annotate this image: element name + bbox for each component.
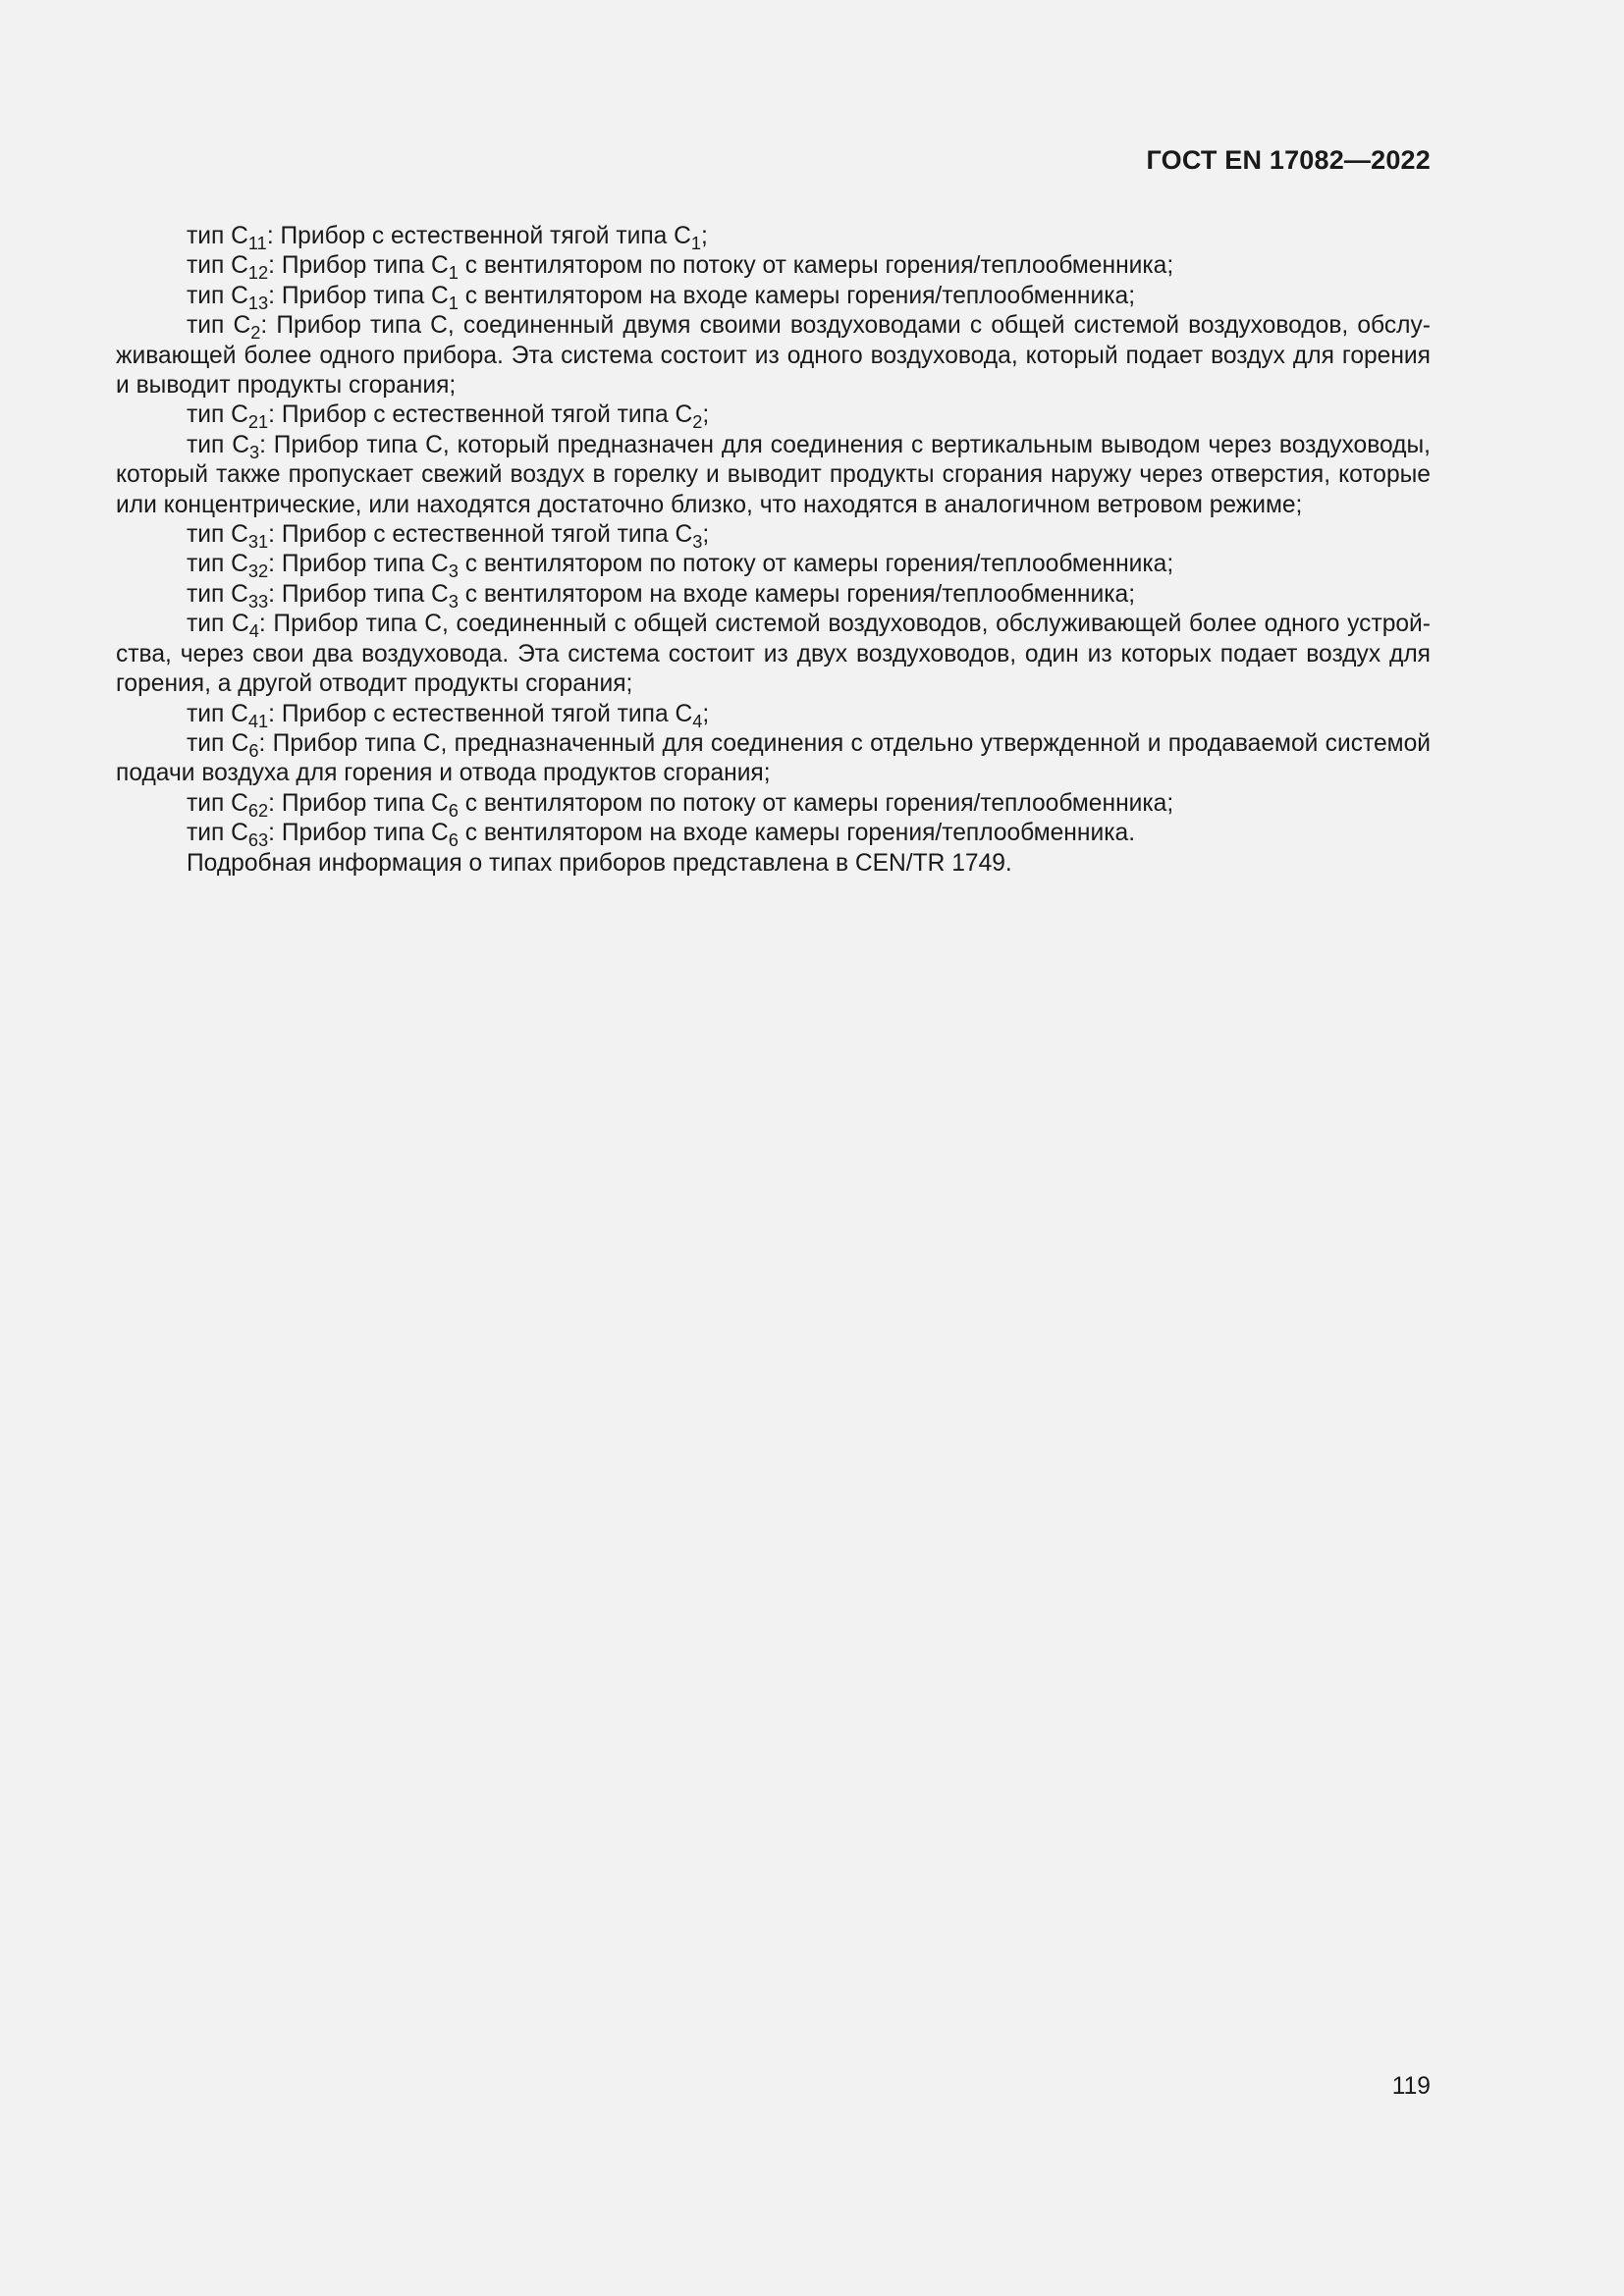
text-run: тип C [187, 580, 248, 608]
text-run: тип C [187, 521, 248, 549]
text-run: Подробная информация о типах приборов представлена в CEN/TR 1749. [187, 849, 1012, 877]
paragraph [116, 311, 1431, 400]
text-run: с вентилятором на входе камеры горения/теплообменника. [458, 820, 1136, 847]
subscript: 6 [448, 800, 459, 821]
document-header: ГОСТ EN 17082—2022 [1146, 145, 1431, 175]
text-run: : Прибор типа C [268, 789, 449, 817]
text-run: ; [702, 521, 710, 549]
text-run: : Прибор типа C, соединенный с общей системой воздуховодов, обслуживающей более одного устройства, через свои два воздуховода. Эта система состоит из двух воздуховодов, один из которых подает воздух для горения, а другой отводит продукты сгорания; [116, 611, 1431, 698]
paragraph [116, 431, 1431, 520]
paragraph [116, 610, 1431, 699]
subscript: 33 [247, 591, 269, 612]
subscript: 3 [448, 561, 459, 582]
subscript: 12 [247, 263, 269, 284]
subscript: 13 [247, 293, 269, 313]
text-run: с вентилятором на входе камеры горения/теплообменника; [458, 580, 1136, 608]
subscript: 4 [248, 621, 259, 642]
subscript: 3 [248, 442, 260, 462]
paragraph [116, 400, 1431, 433]
subscript: 62 [247, 800, 269, 821]
subscript: 2 [250, 323, 261, 344]
paragraph [116, 550, 1431, 582]
subscript: 3 [692, 531, 703, 552]
text-run: с вентилятором по потоку от камеры горения/теплообменника; [458, 252, 1174, 280]
subscript: 31 [247, 531, 269, 552]
text-run: тип C [187, 820, 248, 847]
subscript: 1 [690, 233, 702, 253]
paragraph [116, 700, 1431, 729]
text-run: : Прибор с естественной тягой типа C [268, 700, 693, 727]
text-run: тип C [187, 282, 248, 309]
text-run: : Прибор типа C [268, 820, 449, 847]
paragraph [116, 222, 1431, 251]
subscript: 2 [692, 412, 703, 433]
text-run: : Прибор типа C, предназначенный для соединения с отдельно утвержденной и продаваемой системой подачи воздуха для горения и отвода продуктов сгорания; [116, 729, 1431, 787]
paragraph [116, 580, 1431, 610]
subscript: 6 [448, 829, 459, 850]
paragraph [116, 729, 1431, 789]
text-run: : Прибор типа C [268, 580, 449, 608]
text-run: : Прибор типа C [268, 282, 449, 309]
paragraph [116, 251, 1431, 284]
text-run: : Прибор типа C, соединенный двумя своими воздуховодами с общей системой воздуховодов, обслуживающей более одного прибора. Эта система состоит из одного воздуховода, который подает воздух для горения и выводит продукты сгорания; [116, 312, 1431, 400]
document-body [116, 222, 1431, 879]
text-run: с вентилятором на входе камеры горения/теплообменника; [458, 282, 1136, 309]
paragraph [116, 849, 1431, 879]
subscript: 4 [692, 711, 703, 731]
text-run: тип C [187, 252, 248, 280]
subscript: 6 [248, 740, 259, 761]
subscript: 32 [247, 561, 269, 582]
text-run: тип C [187, 789, 248, 817]
paragraph [116, 282, 1431, 311]
text-run: : Прибор с естественной тягой типа C [268, 521, 693, 549]
subscript: 21 [247, 412, 269, 433]
text-run: ; [702, 401, 710, 429]
paragraph [116, 789, 1431, 819]
text-run: : Прибор с естественной тягой типа C [266, 223, 691, 249]
text-run: тип C [187, 223, 248, 249]
subscript: 41 [247, 711, 269, 731]
text-run: с вентилятором по потоку от камеры горения/теплообменника; [458, 551, 1174, 578]
text-run: : Прибор с естественной тягой типа C [268, 401, 693, 429]
subscript: 11 [247, 233, 267, 253]
text-run: : Прибор типа C, который предназначен для соединения с вертикальным выводом через воздуховоды, который также пропускает свежий воздух в горелку и выводит продукты сгорания наружу через отверстия, которые или концентрические, или находятся достаточно близко, что находятся в аналогичном ветровом режиме; [116, 431, 1431, 518]
subscript: 3 [448, 591, 459, 612]
subscript: 1 [448, 293, 459, 313]
paragraph [116, 819, 1431, 848]
text-run: тип C [187, 312, 251, 340]
subscript: 1 [448, 263, 459, 284]
text-run: тип C [187, 551, 248, 578]
text-run: тип C [187, 611, 249, 638]
text-run: тип C [187, 401, 248, 429]
text-run: : Прибор типа C [268, 252, 449, 280]
text-run: тип C [187, 431, 249, 458]
subscript: 63 [247, 829, 269, 850]
paragraph [116, 520, 1431, 550]
text-run: ; [702, 700, 710, 727]
text-run: с вентилятором по потоку от камеры горения/теплообменника; [458, 789, 1174, 817]
page-number: 119 [1391, 2073, 1431, 2100]
text-run: тип C [187, 700, 248, 727]
text-run: : Прибор типа C [268, 551, 449, 578]
text-run: тип C [187, 729, 249, 757]
text-run: ; [701, 223, 708, 249]
